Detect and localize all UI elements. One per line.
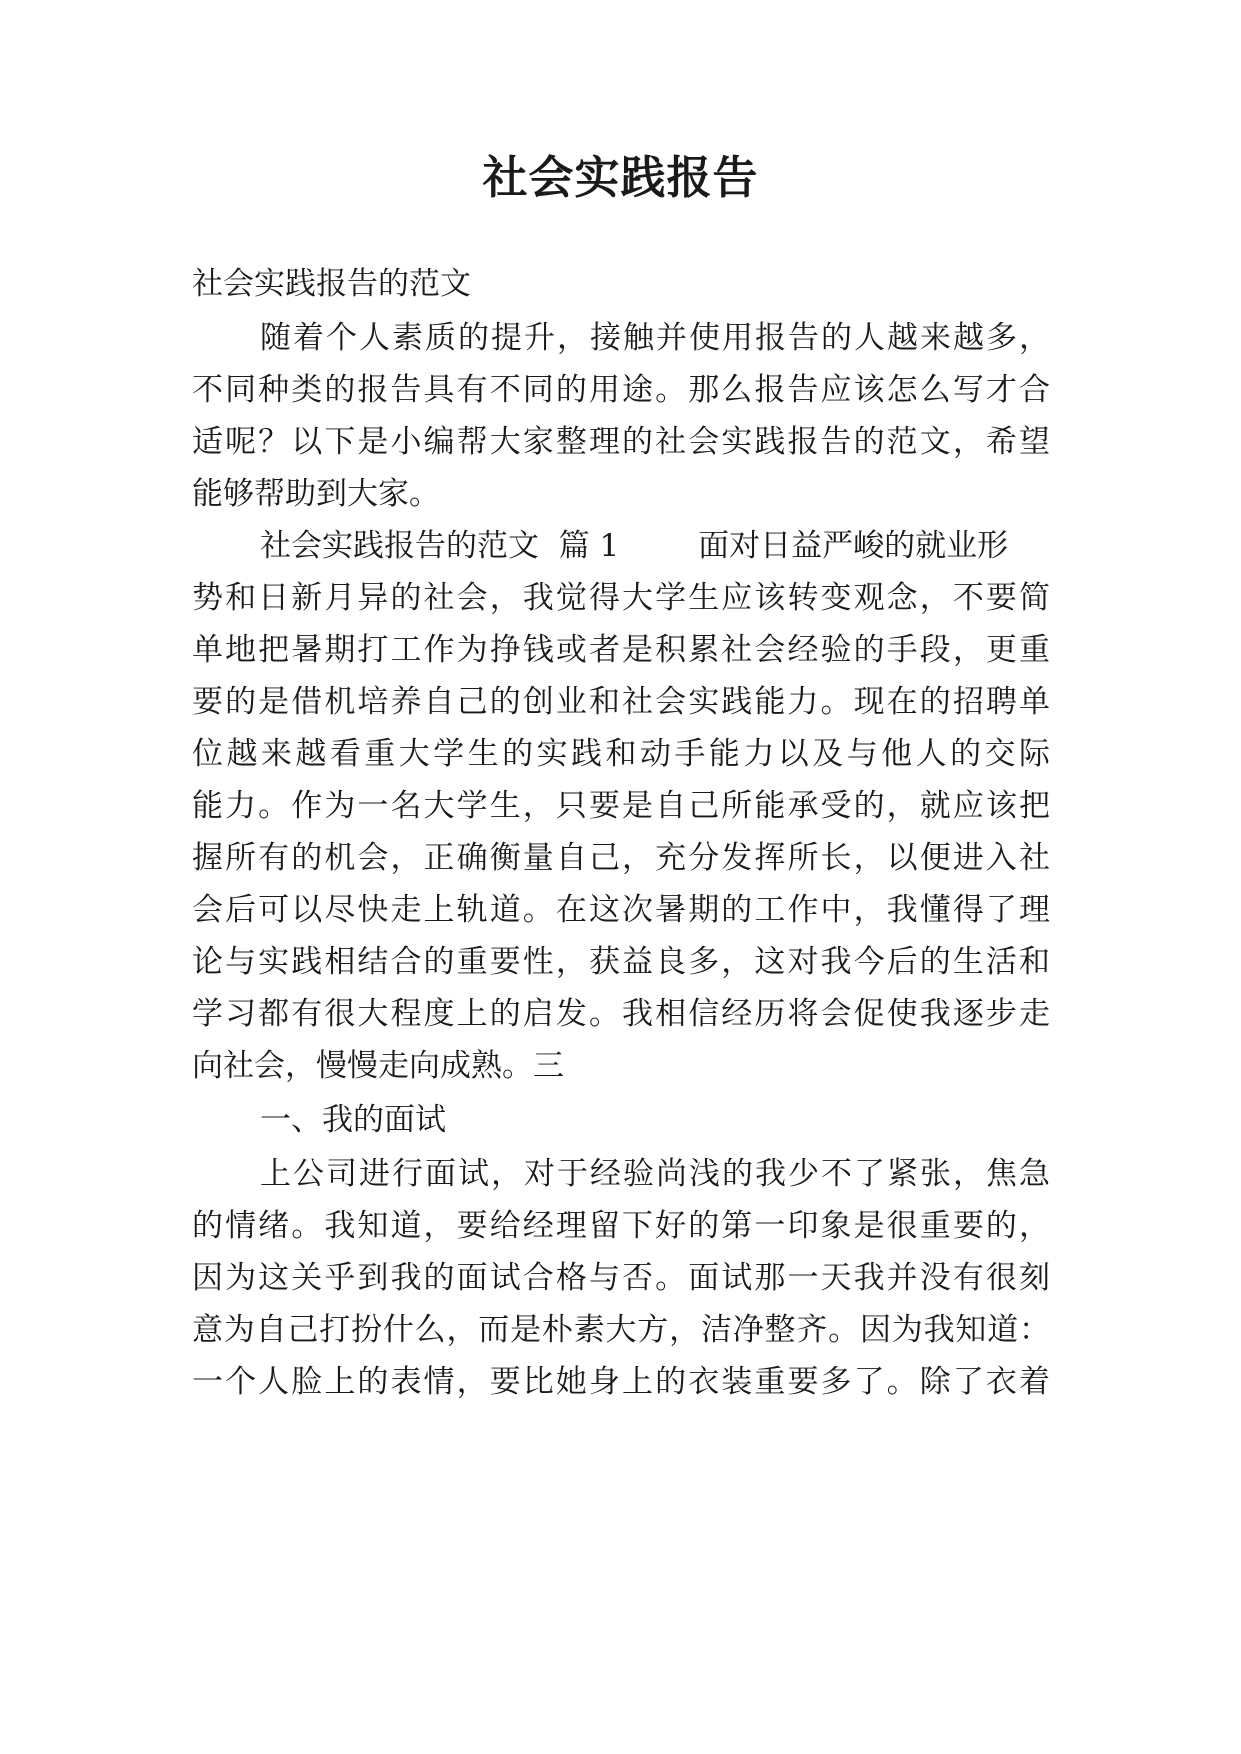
body-line: 上公司进行面试，对于经验尚浅的我少不了紧张，焦急 (260, 1156, 1050, 1192)
body-line: 学习都有很大程度上的启发。我相信经历将会促使我逐步走 (192, 996, 1050, 1032)
body-line: 势和日新月异的社会，我觉得大学生应该转变观念，不要简 (192, 580, 1050, 616)
body-line: 社会实践报告的范文 篇 1 面对日益严峻的就业形 (260, 528, 1009, 564)
subsection-heading: 一、我的面试 (260, 1102, 446, 1138)
body-line: 的情绪。我知道，要给经理留下好的第一印象是很重要的， (192, 1208, 1050, 1244)
body-line: 单地把暑期打工作为挣钱或者是积累社会经验的手段，更重 (192, 632, 1050, 668)
section-heading: 社会实践报告的范文 (192, 266, 471, 302)
body-line: 握所有的机会，正确衡量自己，充分发挥所长，以便进入社 (192, 840, 1050, 876)
body-line: 因为这关乎到我的面试合格与否。面试那一天我并没有很刻 (192, 1260, 1050, 1296)
body-line: 论与实践相结合的重要性，获益良多，这对我今后的生活和 (192, 944, 1050, 980)
body-line: 一个人脸上的表情，要比她身上的衣装重要多了。除了衣着 (192, 1364, 1050, 1400)
body-line: 能够帮助到大家。 (192, 476, 440, 512)
body-line: 随着个人素质的提升，接触并使用报告的人越来越多， (260, 320, 1050, 356)
body-line: 意为自己打扮什么，而是朴素大方，洁净整齐。因为我知道： (192, 1312, 1050, 1348)
body-line: 位越来越看重大学生的实践和动手能力以及与他人的交际 (192, 736, 1050, 772)
body-line: 能力。作为一名大学生，只要是自己所能承受的，就应该把 (192, 788, 1050, 824)
document-title: 社会实践报告 (482, 151, 759, 204)
body-line: 会后可以尽快走上轨道。在这次暑期的工作中，我懂得了理 (192, 892, 1050, 928)
body-line: 向社会，慢慢走向成熟。三 (192, 1048, 564, 1084)
body-line: 不同种类的报告具有不同的用途。那么报告应该怎么写才合 (192, 372, 1050, 408)
body-line: 适呢？以下是小编帮大家整理的社会实践报告的范文，希望 (192, 424, 1050, 460)
body-line: 要的是借机培养自己的创业和社会实践能力。现在的招聘单 (192, 684, 1050, 720)
